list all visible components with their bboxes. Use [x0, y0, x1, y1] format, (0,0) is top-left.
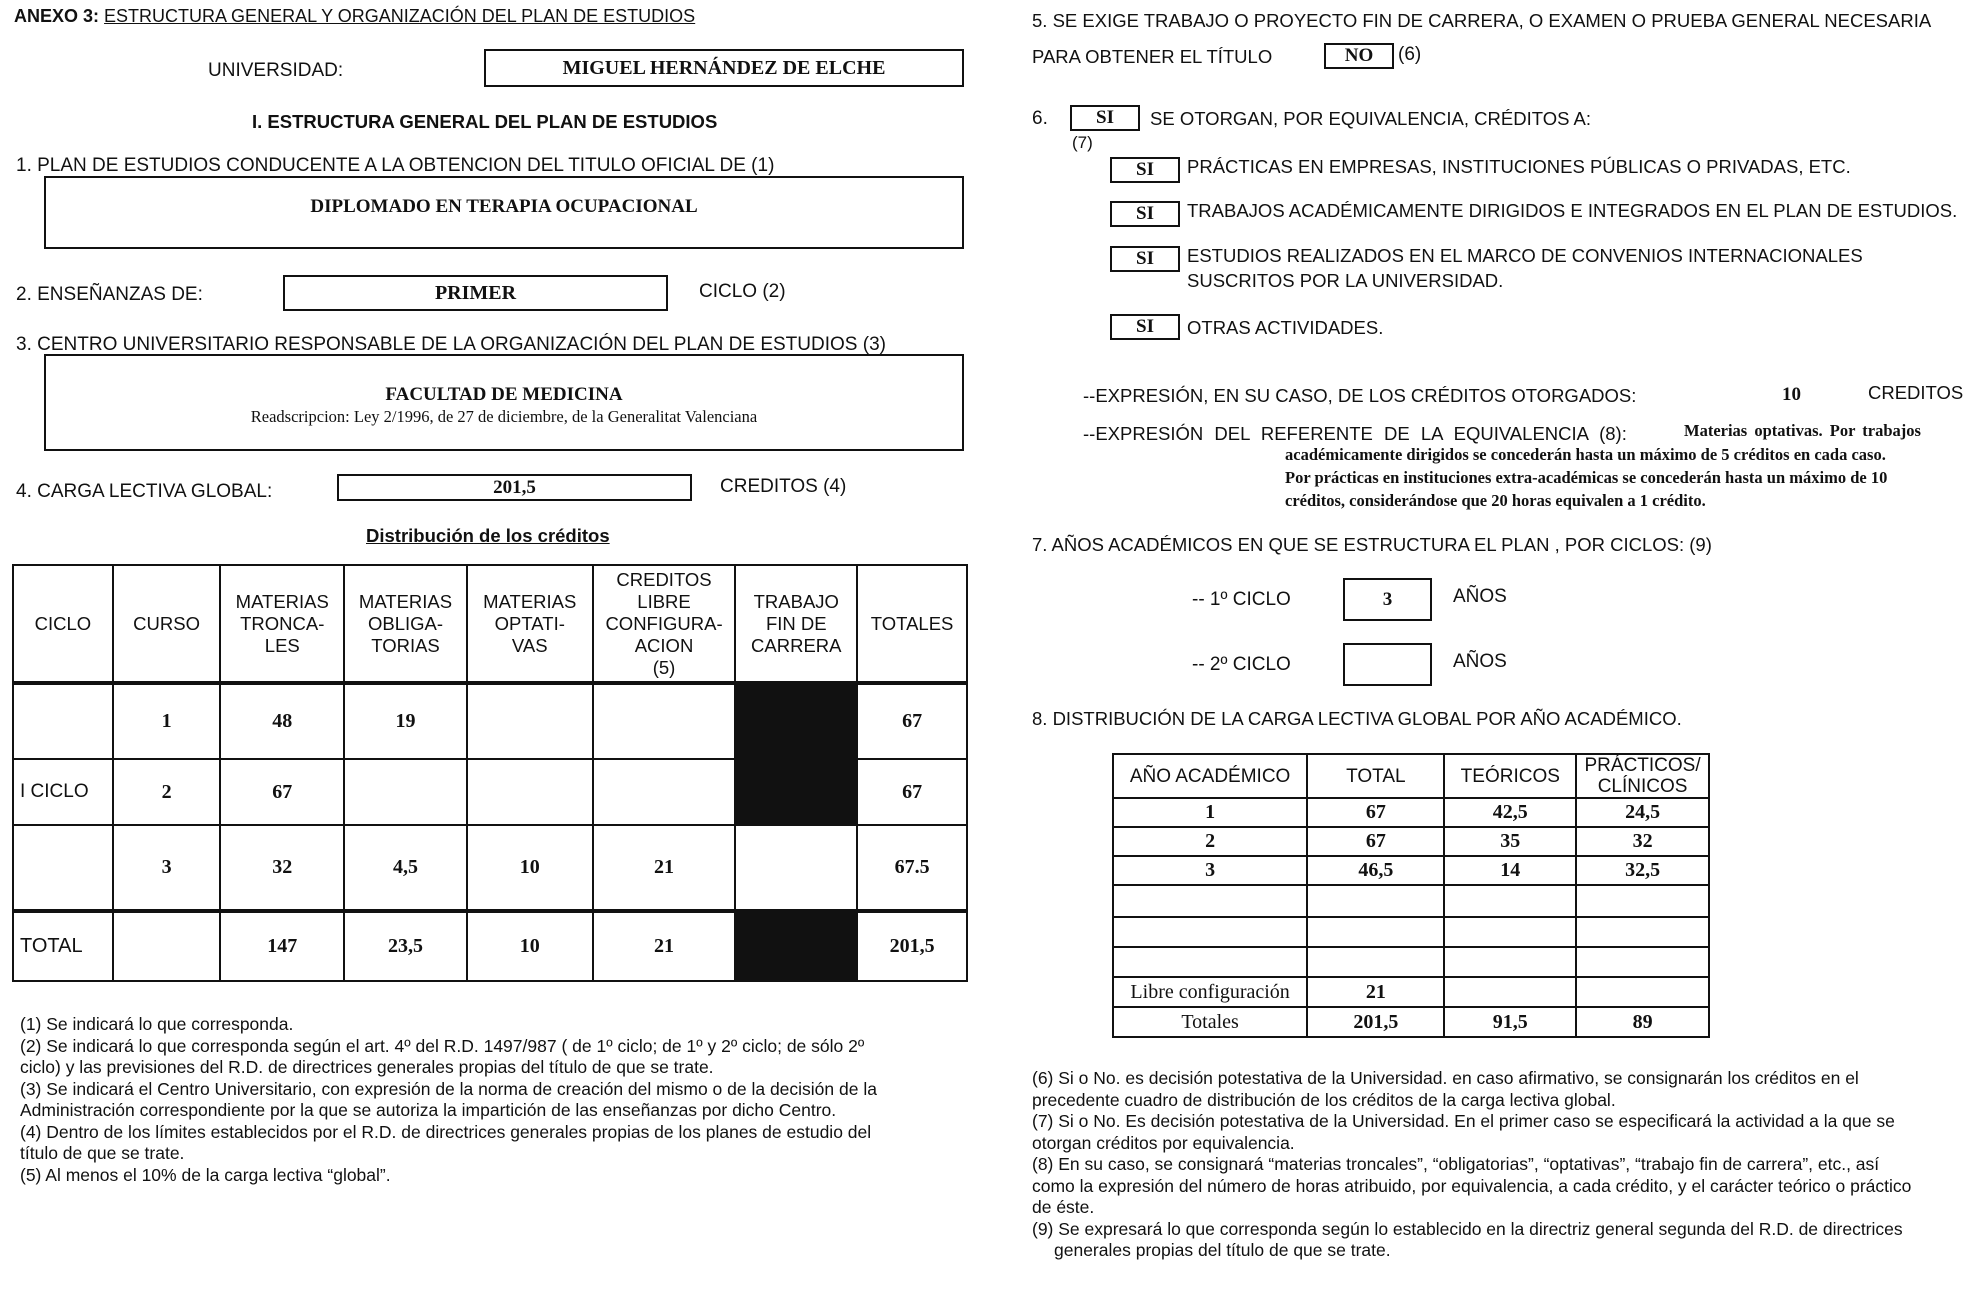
q4-field: 201,5	[337, 474, 692, 501]
header-line: CLÍNICOS	[1597, 776, 1688, 797]
footnote-line: (6) Si o No. es decisión potestativa de la Universidad. en caso afirmativo, se consignarán los créditos en el	[1032, 1068, 1859, 1088]
q6-item-text: ESTUDIOS REALIZADOS EN EL MARCO DE CONVENIOS INTERNACIONALES	[1187, 245, 1863, 266]
section-title: I. ESTRUCTURA GENERAL DEL PLAN DE ESTUDIOS	[252, 111, 718, 132]
q1-label: 1. PLAN DE ESTUDIOS CONDUCENTE A LA OBTENCION DEL TITULO OFICIAL DE (1)	[16, 155, 775, 176]
cell-theory: 91,5	[1444, 1007, 1576, 1037]
q6-item-field: SI	[1110, 201, 1180, 227]
cell-obligatorias: 4,5	[344, 825, 467, 911]
cell-total: 67	[1307, 827, 1444, 856]
cell-obligatorias: 23,5	[344, 911, 467, 981]
header-year: AÑO ACADÉMICO	[1113, 754, 1307, 798]
credits-distribution-table	[12, 564, 968, 982]
cell-optativas	[467, 759, 593, 825]
q2-field: PRIMER	[283, 275, 668, 311]
reference-text: académicamente dirigidos se concederán hasta un máximo de 5 créditos en cada caso.	[1285, 445, 1886, 464]
cell-ciclo: I CICLO	[13, 759, 113, 825]
cell-optativas	[467, 683, 593, 759]
q5-note: (6)	[1398, 44, 1422, 65]
reference-text: Materias optativas. Por trabajos	[1684, 421, 1921, 440]
q6-item-field: SI	[1110, 157, 1180, 183]
header-theory: TEÓRICOS	[1444, 754, 1576, 798]
cell-totales: 67	[857, 683, 967, 759]
header-line: OBLIGA-	[367, 612, 444, 634]
footnote-line: (7) Si o No. Es decisión potestativa de la Universidad. En el primer caso se especificará la actividad a la que se	[1032, 1111, 1895, 1131]
cell-totales: 67.5	[857, 825, 967, 911]
table-row	[13, 759, 967, 825]
q6-item-text: TRABAJOS ACADÉMICAMENTE DIRIGIDOS E INTEGRADOS EN EL PLAN DE ESTUDIOS.	[1187, 200, 1958, 221]
right-footnotes	[1032, 1068, 1911, 1262]
q3-field	[44, 354, 964, 451]
cell-theory	[1444, 977, 1576, 1007]
footnote-line: (9) Se expresará lo que corresponda según lo establecido en la directriz general segunda del R.D. de directrices	[1032, 1218, 1903, 1239]
table-header-row	[13, 565, 967, 683]
cell-year: 1	[1113, 798, 1307, 827]
table-row	[13, 683, 967, 759]
cell-curso	[113, 911, 221, 981]
cell-theory: 14	[1444, 856, 1576, 885]
cell-total: 67	[1307, 798, 1444, 827]
cell-theory: 35	[1444, 827, 1576, 856]
header-practice	[1576, 754, 1709, 798]
q5-line2: PARA OBTENER EL TÍTULO	[1032, 46, 1273, 67]
cell-obligatorias: 19	[344, 683, 467, 759]
annex-label: ANEXO 3:	[14, 6, 100, 26]
table-row	[1113, 885, 1709, 917]
cell-theory	[1444, 917, 1576, 947]
cell-curso: 2	[113, 759, 221, 825]
header-line: CARRERA	[751, 634, 842, 656]
q5-field: NO	[1324, 43, 1394, 69]
q6-text: SE OTORGAN, POR EQUIVALENCIA, CRÉDITOS A:	[1150, 108, 1592, 129]
q7-cycle1-unit: AÑOS	[1453, 586, 1507, 607]
annual-load-table	[1112, 753, 1710, 1038]
q6-item-text: OTRAS ACTIVIDADES.	[1187, 317, 1384, 338]
cell-totales: 201,5	[857, 911, 967, 981]
cell-total-label: TOTAL	[13, 911, 113, 981]
header-line: FIN DE	[765, 612, 827, 634]
q6-field: SI	[1070, 105, 1140, 131]
footnote-line: otorgan créditos por equivalencia.	[1032, 1132, 1295, 1153]
header-line: (5)	[652, 656, 676, 678]
cell-ciclo	[13, 683, 113, 759]
q3-label: 3. CENTRO UNIVERSITARIO RESPONSABLE DE LA ORGANIZACIÓN DEL PLAN DE ESTUDIOS (3)	[16, 334, 886, 355]
table-header-row	[1113, 754, 1709, 798]
cell-practice: 32	[1576, 827, 1709, 856]
cell-libre: 21	[593, 911, 736, 981]
cell-trabajo-blacked	[735, 911, 857, 981]
cell-troncales: 67	[220, 759, 344, 825]
header-trabajo	[735, 565, 857, 683]
table-row	[1113, 827, 1709, 856]
cell-year: 2	[1113, 827, 1307, 856]
header-line: MATERIAS	[235, 590, 329, 612]
footnote-line: título de que se trate.	[20, 1143, 185, 1163]
cell-libre: 21	[593, 825, 736, 911]
q6-number: 6.	[1032, 108, 1048, 129]
header-line: CONFIGURA-	[605, 612, 723, 634]
cell-total	[1307, 947, 1444, 977]
cell-obligatorias	[344, 759, 467, 825]
q2-suffix: CICLO (2)	[699, 281, 786, 302]
reference-text: créditos, considerándose que 20 horas equivalen a 1 crédito.	[1285, 491, 1706, 510]
cell-optativas: 10	[467, 911, 593, 981]
distribution-title: Distribución de los créditos	[366, 525, 610, 546]
cell-curso: 3	[113, 825, 221, 911]
cell-total	[1307, 917, 1444, 947]
cell-totales: 67	[857, 759, 967, 825]
header-line: TRONCA-	[240, 612, 325, 634]
cell-practice	[1576, 947, 1709, 977]
q3-note: Readscripcion: Ley 2/1996, de 27 de diciembre, de la Generalitat Valenciana	[250, 407, 758, 426]
q7-cycle1-field: 3	[1343, 578, 1432, 621]
footnote-line: Administración correspondiente por la que se autoriza la impartición de las enseñanzas por dicho Centro.	[20, 1100, 837, 1120]
cell-practice: 24,5	[1576, 798, 1709, 827]
footnote-line: (8) En su caso, se consignará “materias troncales”, “obligatorias”, “optativas”, “trabajo fin de carrera”, etc., así	[1032, 1154, 1880, 1174]
table-row	[1113, 947, 1709, 977]
q6-item-field: SI	[1110, 246, 1180, 272]
cell-trabajo-blacked	[735, 683, 857, 759]
q6-item-text: PRÁCTICAS EN EMPRESAS, INSTITUCIONES PÚBLICAS O PRIVADAS, ETC.	[1187, 156, 1851, 177]
q6-note: (7)	[1072, 133, 1093, 152]
footnote-line: (4) Dentro de los límites establecidos por el R.D. de directrices generales propias de los planes de estudio del	[20, 1121, 872, 1142]
q2-label: 2. ENSEÑANZAS DE:	[16, 284, 203, 305]
q6-item-field: SI	[1110, 314, 1180, 340]
q3-value: FACULTAD DE MEDICINA	[385, 384, 623, 405]
header-line: MATERIAS	[358, 590, 453, 612]
cell-total: 46,5	[1307, 856, 1444, 885]
q4-label: 4. CARGA LECTIVA GLOBAL:	[16, 481, 273, 502]
header-curso: CURSO	[113, 565, 221, 683]
q7-cycle2-field	[1343, 643, 1432, 686]
footnote-line: (3) Se indicará el Centro Universitario, con expresión de la norma de creación del mismo o de la decisión de la	[20, 1078, 877, 1099]
header-line: MATERIAS	[483, 590, 577, 612]
annex-title: ESTRUCTURA GENERAL Y ORGANIZACIÓN DEL PLAN DE ESTUDIOS	[104, 6, 696, 26]
table-row	[13, 825, 967, 911]
q1-field: DIPLOMADO EN TERAPIA OCUPACIONAL	[44, 176, 964, 249]
cell-practice	[1576, 977, 1709, 1007]
table-row	[1113, 977, 1709, 1007]
cell-practice	[1576, 917, 1709, 947]
cell-theory	[1444, 947, 1576, 977]
footnote-line: (2) Se indicará lo que corresponda según el art. 4º del R.D. 1497/987 ( de 1º ciclo; de 1º y 2º ciclo; de sólo 2º	[20, 1035, 865, 1056]
q7-cycle1-label: -- 1º CICLO	[1192, 589, 1291, 610]
cell-practice: 32,5	[1576, 856, 1709, 885]
cell-theory	[1444, 885, 1576, 917]
q6-item-text-line2: SUSCRITOS POR LA UNIVERSIDAD.	[1187, 270, 1504, 291]
q4-suffix: CREDITOS (4)	[720, 476, 847, 497]
footnote-line: de éste.	[1032, 1197, 1095, 1217]
footnote-line: (1) Se indicará lo que corresponda.	[20, 1014, 294, 1034]
credits-expression-value: 10	[1782, 384, 1801, 405]
annex-heading	[14, 6, 695, 27]
cell-total	[1307, 885, 1444, 917]
header-obligatorias	[344, 565, 467, 683]
header-line: LIBRE	[637, 590, 691, 612]
credits-expression-unit: CREDITOS	[1868, 382, 1964, 403]
cell-year	[1113, 947, 1307, 977]
credits-expression-label: --EXPRESIÓN, EN SU CASO, DE LOS CRÉDITOS OTORGADOS:	[1083, 385, 1637, 406]
q7-cycle2-unit: AÑOS	[1453, 651, 1507, 672]
header-line: PRÁCTICOS/	[1584, 755, 1701, 776]
cell-practice: 89	[1576, 1007, 1709, 1037]
table-total-row	[1113, 1007, 1709, 1037]
cell-practice	[1576, 885, 1709, 917]
footnote-line: ciclo) y las previsiones del R.D. de directrices generales propias del título de que se trate.	[20, 1057, 714, 1077]
university-field: MIGUEL HERNÁNDEZ DE ELCHE	[484, 49, 964, 87]
cell-optativas: 10	[467, 825, 593, 911]
q8-label: 8. DISTRIBUCIÓN DE LA CARGA LECTIVA GLOBAL POR AÑO ACADÉMICO.	[1032, 708, 1682, 729]
cell-year: Totales	[1113, 1007, 1307, 1037]
header-libre	[593, 565, 736, 683]
header-line: CREDITOS	[616, 568, 712, 590]
header-line: OPTATI-	[494, 612, 565, 634]
q5-line1: 5. SE EXIGE TRABAJO O PROYECTO FIN DE CARRERA, O EXAMEN O PRUEBA GENERAL NECESARIA	[1032, 10, 1932, 31]
footnote-line: generales propias del título de que se trate.	[1054, 1240, 1391, 1260]
header-total: TOTAL	[1307, 754, 1444, 798]
cell-troncales: 147	[220, 911, 344, 981]
header-optativas	[467, 565, 593, 683]
header-totales: TOTALES	[857, 565, 967, 683]
table-total-row	[13, 911, 967, 981]
cell-year	[1113, 885, 1307, 917]
cell-trabajo-blacked	[735, 759, 857, 825]
header-line: ACION	[634, 634, 694, 656]
cell-troncales: 48	[220, 683, 344, 759]
cell-trabajo	[735, 825, 857, 911]
cell-year: 3	[1113, 856, 1307, 885]
cell-curso: 1	[113, 683, 221, 759]
cell-libre	[593, 759, 736, 825]
header-line: TRABAJO	[753, 590, 839, 612]
cell-year: Libre configuración	[1113, 977, 1307, 1007]
header-line: TORIAS	[371, 634, 440, 656]
cell-theory: 42,5	[1444, 798, 1576, 827]
footnote-line: (5) Al menos el 10% de la carga lectiva “global”.	[20, 1164, 391, 1185]
cell-troncales: 32	[220, 825, 344, 911]
header-ciclo: CICLO	[13, 565, 113, 683]
cell-ciclo	[13, 825, 113, 911]
footnote-line: precedente cuadro de distribución de los créditos de la carga lectiva global.	[1032, 1089, 1616, 1110]
left-footnotes	[20, 1014, 877, 1186]
header-troncales	[220, 565, 344, 683]
q7-cycle2-label: -- 2º CICLO	[1192, 654, 1291, 675]
q7-label: 7. AÑOS ACADÉMICOS EN QUE SE ESTRUCTURA EL PLAN , POR CICLOS: (9)	[1032, 534, 1712, 555]
table-row	[1113, 798, 1709, 827]
header-line: LES	[264, 634, 300, 656]
cell-total: 21	[1307, 977, 1444, 1007]
table-row	[1113, 917, 1709, 947]
header-line: VAS	[511, 634, 548, 656]
university-label: UNIVERSIDAD:	[208, 60, 344, 81]
table-row	[1113, 856, 1709, 885]
footnote-line: como la expresión del número de horas atribuido, por equivalencia, a cada crédito, y el carácter teórico o práctico	[1032, 1175, 1912, 1196]
cell-year	[1113, 917, 1307, 947]
cell-libre	[593, 683, 736, 759]
reference-text: Por prácticas en instituciones extra-académicas se concederán hasta un máximo de 10	[1285, 468, 1888, 487]
reference-label: --EXPRESIÓN DEL REFERENTE DE LA EQUIVALENCIA (8):	[1083, 423, 1627, 444]
cell-total: 201,5	[1307, 1007, 1444, 1037]
